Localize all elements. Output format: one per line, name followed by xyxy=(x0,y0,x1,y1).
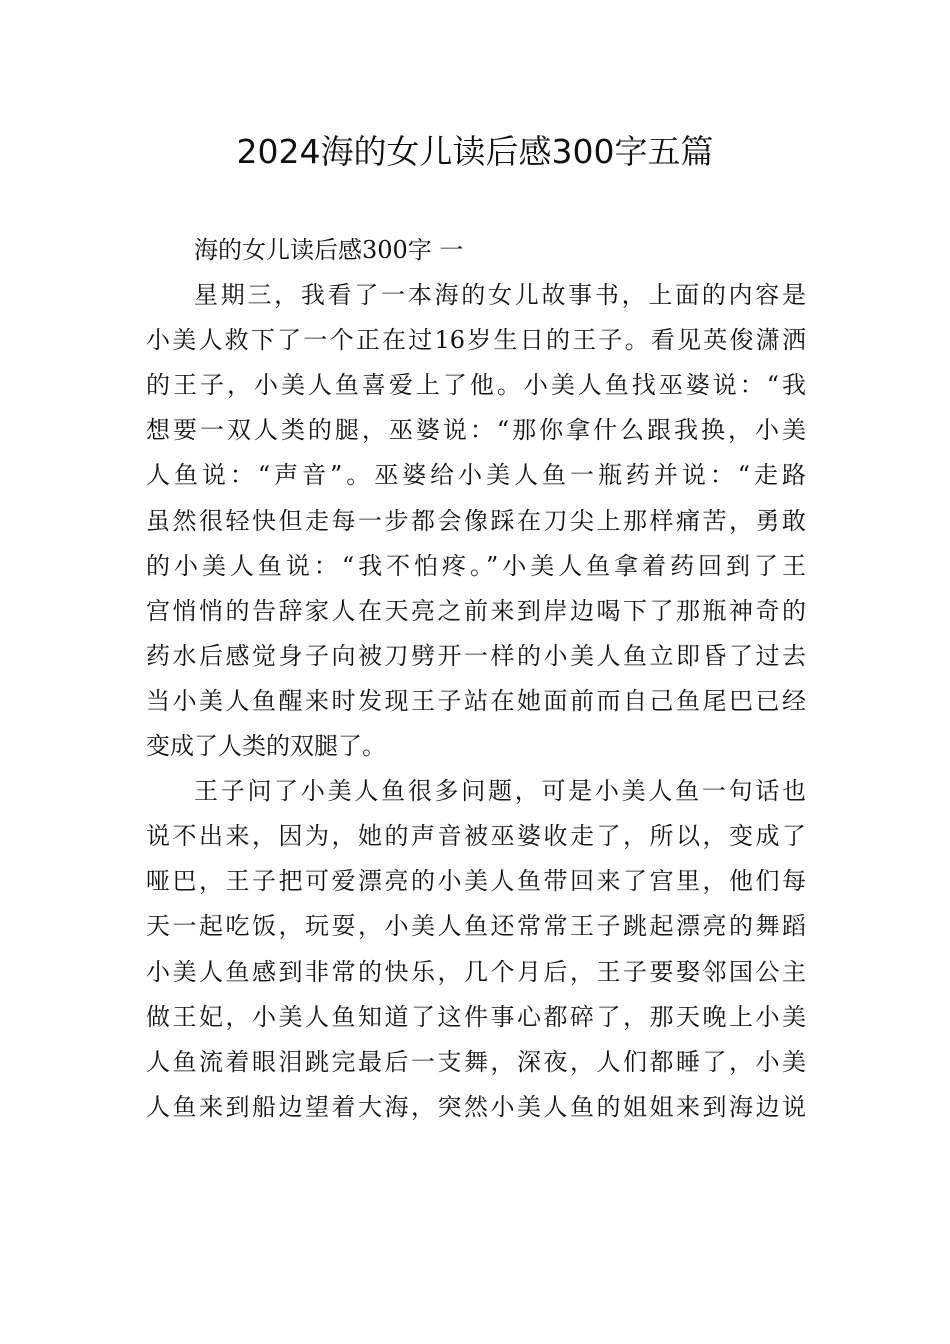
paragraph-line: 当小美人鱼醒来时发现王子站在她面前而自己鱼尾巴已经 xyxy=(146,686,806,715)
paragraph-1 xyxy=(146,273,806,769)
paragraph-line: 人鱼来到船边望着大海，突然小美人鱼的姐姐来到海边说 xyxy=(146,1092,806,1121)
paragraph-line: 想要一双人类的腿，巫婆说：“那你拿什么跟我换，小美 xyxy=(146,416,806,445)
paragraph-line: 变成了人类的双腿了。 xyxy=(146,732,386,761)
paragraph-line: 哑巴，王子把可爱漂亮的小美人鱼带回来了宫里，他们每 xyxy=(146,867,806,896)
paragraph-line: 人鱼说：“声音”。巫婆给小美人鱼一瓶药并说：“走路 xyxy=(146,461,806,490)
document-title: 2024海的女儿读后感300字五篇 xyxy=(236,132,714,171)
paragraph-line: 的王子，小美人鱼喜爱上了他。小美人鱼找巫婆说：“我 xyxy=(146,371,806,400)
paragraph-2 xyxy=(146,769,806,1130)
paragraph-line: 虽然很轻快但走每一步都会像踩在刀尖上那样痛苦，勇敢 xyxy=(146,506,806,535)
paragraph-line: 王子问了小美人鱼很多问题，可是小美人鱼一句话也 xyxy=(194,777,806,806)
paragraph-line: 说不出来，因为，她的声音被巫婆收走了，所以，变成了 xyxy=(146,822,806,851)
paragraph-line: 小美人救下了一个正在过16岁生日的王子。看见英俊潇洒 xyxy=(146,326,806,355)
section-heading: 海的女儿读后感300字 一 xyxy=(194,236,464,264)
paragraph-line: 小美人鱼感到非常的快乐，几个月后，王子要娶邻国公主 xyxy=(146,957,806,986)
paragraph-line: 天一起吃饭，玩耍，小美人鱼还常常王子跳起漂亮的舞蹈 xyxy=(146,912,806,941)
paragraph-line: 药水后感觉身子向被刀劈开一样的小美人鱼立即昏了过去 xyxy=(146,641,806,670)
paragraph-line: 做王妃，小美人鱼知道了这件事心都碎了，那天晚上小美 xyxy=(146,1002,806,1031)
paragraph-line: 宫悄悄的告辞家人在天亮之前来到岸边喝下了那瓶神奇的 xyxy=(146,596,806,625)
document-body xyxy=(146,228,806,1130)
paragraph-line: 人鱼流着眼泪跳完最后一支舞，深夜，人们都睡了，小美 xyxy=(146,1047,806,1076)
paragraph-line: 星期三，我看了一本海的女儿故事书，上面的内容是 xyxy=(194,281,806,310)
paragraph-line: 的小美人鱼说：“我不怕疼。”小美人鱼拿着药回到了王 xyxy=(146,551,806,580)
